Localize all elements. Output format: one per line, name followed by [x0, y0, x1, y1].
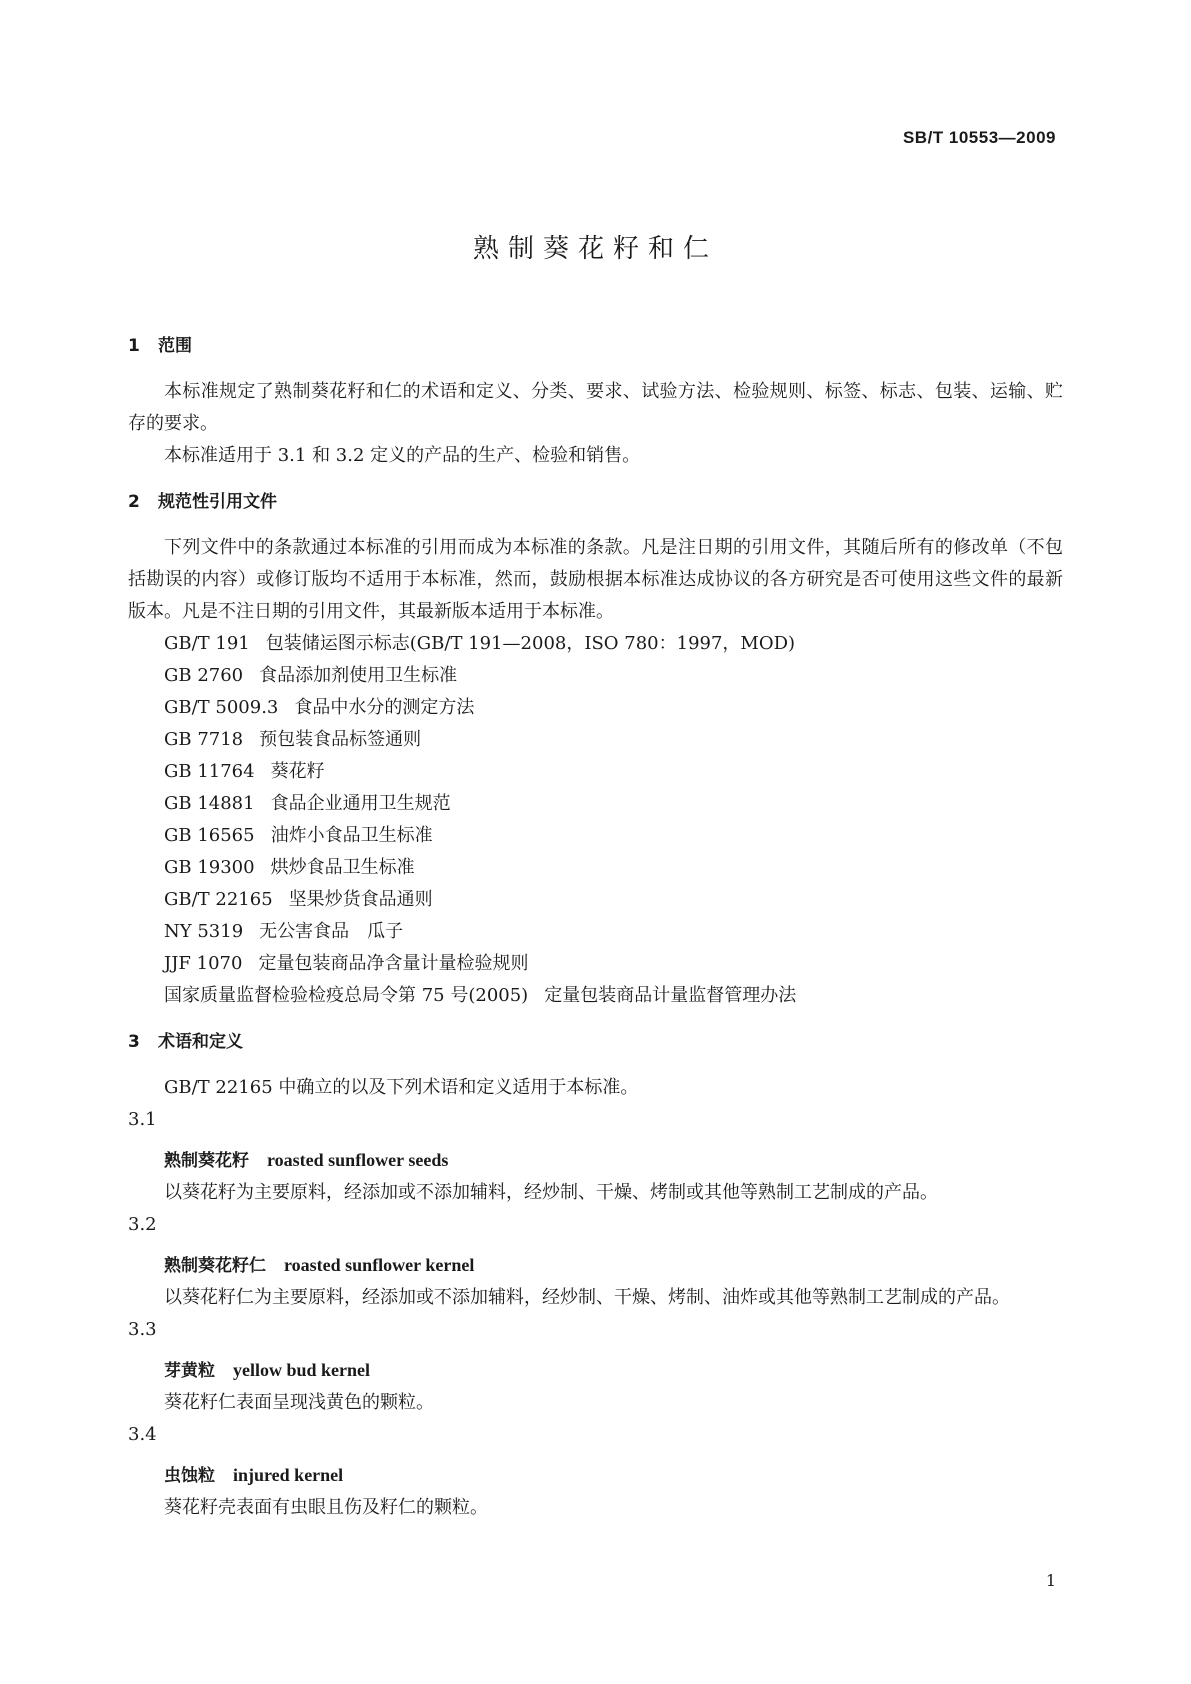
term-name — [128, 1459, 1063, 1492]
reference-code: NY 5319 — [164, 921, 244, 942]
reference-code: JJF 1070 — [164, 953, 243, 974]
term-name-en: roasted sunflower kernel — [284, 1255, 475, 1275]
reference-code: GB/T 5009.3 — [164, 697, 279, 718]
term-definition: 葵花籽仁表面呈现浅黄色的颗粒。 — [164, 1392, 434, 1413]
section-2-title: 规范性引用文件 — [158, 492, 277, 512]
reference-code: GB/T 191 — [164, 633, 250, 654]
reference-item — [128, 724, 1063, 756]
reference-item — [128, 756, 1063, 788]
reference-title: 无公害食品 瓜子 — [259, 921, 404, 942]
section-2-number: 2 — [128, 492, 140, 512]
reference-item — [128, 948, 1063, 980]
reference-title: 坚果炒货食品通则 — [288, 889, 433, 910]
term-name — [128, 1249, 1063, 1282]
term-name-en: yellow bud kernel — [233, 1360, 371, 1380]
reference-title: 葵花籽 — [270, 761, 325, 782]
reference-title: 食品中水分的测定方法 — [294, 697, 475, 718]
reference-item — [128, 884, 1063, 916]
reference-item — [128, 628, 1063, 660]
reference-item — [128, 852, 1063, 884]
scope-paragraph-1: 本标准规定了熟制葵花籽和仁的术语和定义、分类、要求、试验方法、检验规则、标签、标志、包装、运输、贮存的要求。 — [128, 381, 1063, 434]
reference-item — [128, 916, 1063, 948]
document-title: 熟制葵花籽和仁 — [472, 234, 718, 264]
reference-title: 食品添加剂使用卫生标准 — [259, 665, 458, 686]
reference-code: GB 2760 — [164, 665, 244, 686]
term-definition: 葵花籽壳表面有虫眼且伤及籽仁的颗粒。 — [164, 1497, 488, 1518]
term-name-en: injured kernel — [233, 1465, 344, 1485]
document-body — [128, 330, 1063, 1524]
term-entry — [128, 1104, 1063, 1209]
section-1-heading — [128, 330, 1063, 362]
reference-code: 国家质量监督检验检疫总局令第 75 号(2005) — [164, 985, 529, 1006]
term-name-en: roasted sunflower seeds — [267, 1150, 449, 1170]
reference-code: GB 7718 — [164, 729, 244, 750]
references-intro: 下列文件中的条款通过本标准的引用而成为本标准的条款。凡是注日期的引用文件，其随后所有的修改单（不包括勘误的内容）或修订版均不适用于本标准，然而，鼓励根据本标准达成协议的各方研究是否可使用这些文件的最新版本。凡是不注日期的引用文件，其最新版本适用于本标准。 — [128, 537, 1063, 622]
term-number: 3.2 — [128, 1214, 157, 1235]
term-name — [128, 1354, 1063, 1387]
reference-code: GB 14881 — [164, 793, 255, 814]
section-1-title: 范围 — [158, 336, 192, 356]
reference-item — [128, 820, 1063, 852]
term-entry — [128, 1209, 1063, 1314]
terms-intro: GB/T 22165 中确立的以及下列术语和定义适用于本标准。 — [164, 1077, 639, 1098]
term-name-cn: 虫蚀粒 — [164, 1466, 215, 1486]
section-1-number: 1 — [128, 336, 140, 356]
reference-code: GB 19300 — [164, 857, 255, 878]
reference-list — [128, 628, 1063, 1012]
standard-code: SB/T 10553—2009 — [902, 128, 1056, 147]
term-name-cn: 芽黄粒 — [164, 1361, 215, 1381]
reference-title: 食品企业通用卫生规范 — [270, 793, 451, 814]
reference-item — [128, 788, 1063, 820]
term-number: 3.3 — [128, 1319, 157, 1340]
term-name-cn: 熟制葵花籽 — [164, 1151, 249, 1171]
reference-code: GB 16565 — [164, 825, 255, 846]
reference-title: 预包装食品标签通则 — [259, 729, 422, 750]
reference-title: 油炸小食品卫生标准 — [270, 825, 433, 846]
reference-item — [128, 660, 1063, 692]
section-3-number: 3 — [128, 1032, 140, 1052]
page-number: 1 — [1045, 1571, 1056, 1590]
term-name — [128, 1144, 1063, 1177]
term-name-cn: 熟制葵花籽仁 — [164, 1256, 266, 1276]
reference-item — [128, 692, 1063, 724]
reference-code: GB 11764 — [164, 761, 255, 782]
term-number: 3.4 — [128, 1424, 157, 1445]
term-entry — [128, 1314, 1063, 1419]
reference-title: 定量包装商品计量监督管理办法 — [544, 985, 797, 1006]
term-definition: 以葵花籽为主要原料，经添加或不添加辅料，经炒制、干燥、烤制或其他等熟制工艺制成的产品。 — [164, 1182, 938, 1203]
scope-paragraph-2: 本标准适用于 3.1 和 3.2 定义的产品的生产、检验和销售。 — [164, 445, 641, 466]
term-number: 3.1 — [128, 1109, 157, 1130]
term-definition: 以葵花籽仁为主要原料，经添加或不添加辅料，经炒制、干燥、烤制、油炸或其他等熟制工艺制成的产品。 — [164, 1287, 1010, 1308]
reference-title: 定量包装商品净含量计量检验规则 — [258, 953, 529, 974]
reference-title: 包装储运图示标志(GB/T 191—2008，ISO 780：1997，MOD) — [265, 633, 796, 654]
section-3-title: 术语和定义 — [158, 1032, 243, 1052]
reference-item — [128, 980, 1063, 1012]
section-3-heading — [128, 1026, 1063, 1058]
reference-title: 烘炒食品卫生标准 — [270, 857, 415, 878]
reference-code: GB/T 22165 — [164, 889, 273, 910]
section-2-heading — [128, 486, 1063, 518]
term-entry — [128, 1419, 1063, 1524]
